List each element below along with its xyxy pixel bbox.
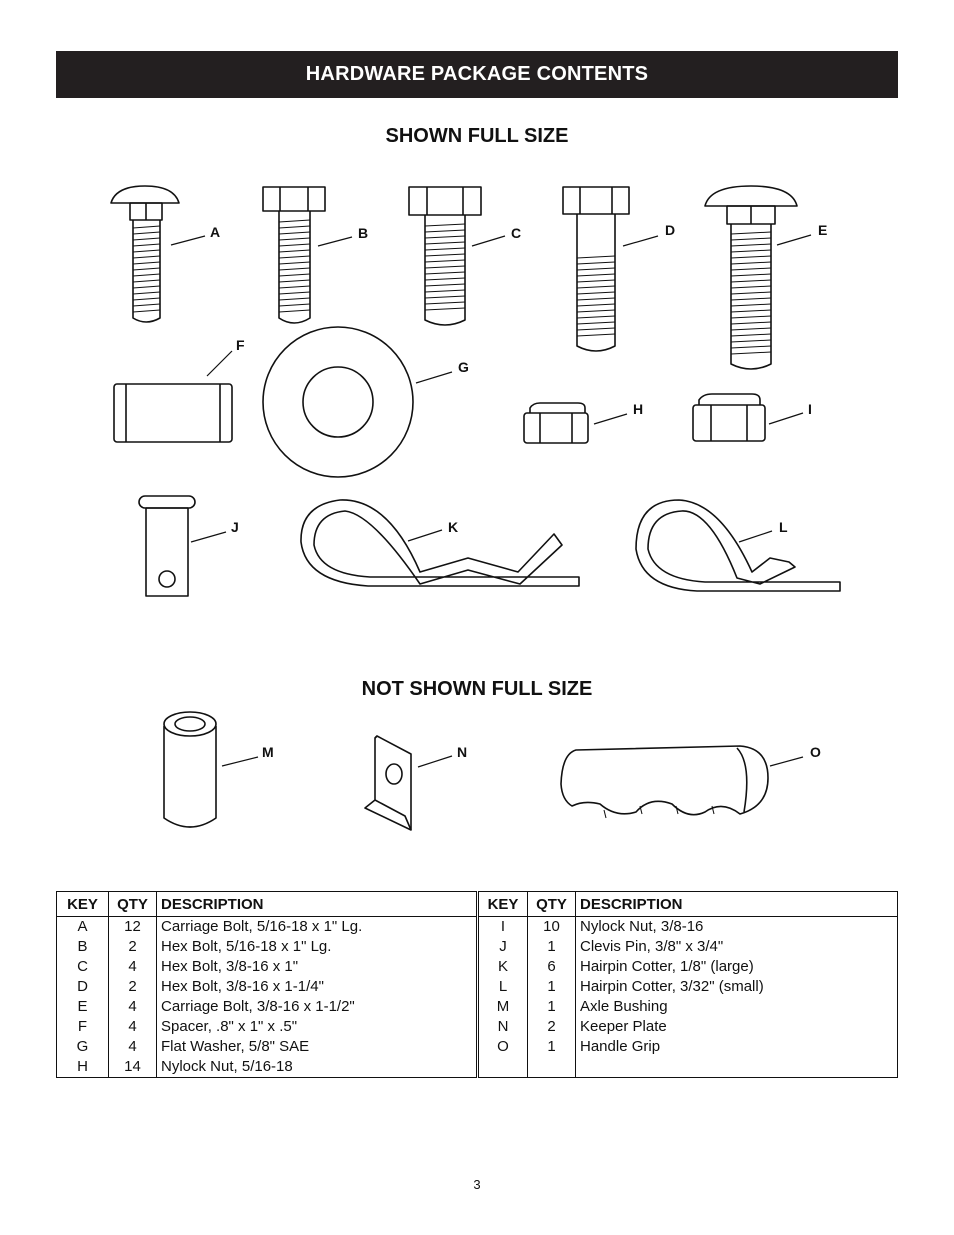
callout-a: A [210,224,221,240]
keeper-plate-illustration [365,736,452,830]
cell-key [478,1057,528,1078]
callout-k: K [448,519,459,535]
cell-key: K [478,957,528,977]
callout-b: B [358,225,369,241]
nylock-nut-small-illustration [524,403,627,443]
table-row [57,997,898,1017]
cell-description: Flat Washer, 5/8" SAE [157,1037,478,1057]
cell-description: Clevis Pin, 3/8" x 3/4" [580,938,724,955]
hex-bolt-medium-illustration [409,187,505,325]
callout-d: D [665,222,676,238]
callout-l: L [779,519,788,535]
nylock-nut-large-illustration [693,394,803,441]
cell-qty: 1 [528,977,576,997]
header-key-left: KEY [57,892,109,917]
handle-grip-illustration [561,746,803,818]
hex-bolt-small-illustration [263,187,352,323]
table-row [57,1057,898,1078]
callout-o: O [810,744,821,760]
clevis-pin-illustration [139,496,226,596]
cell-description: Hairpin Cotter, 1/8" (large) [580,958,754,975]
callout-h: H [633,401,644,417]
callout-m: M [262,744,274,760]
callout-e: E [818,222,828,238]
cell-description: Carriage Bolt, 3/8-16 x 1-1/2" [157,997,478,1017]
cell-key: D [57,977,109,997]
callout-j: J [231,519,239,535]
cell-qty: 2 [109,937,157,957]
page-number: 3 [473,1177,481,1192]
cell-description [576,1057,898,1078]
parts-table [56,891,898,1078]
cell-qty [528,1057,576,1078]
cell-key: O [478,1037,528,1057]
axle-bushing-illustration [164,712,258,827]
callout-n: N [457,744,468,760]
cell-key: M [478,997,528,1017]
table-row [57,1017,898,1037]
cell-qty: 4 [109,1017,157,1037]
cell-key: J [478,937,528,957]
cell-description: Spacer, .8" x 1" x .5" [157,1017,478,1037]
page-title: HARDWARE PACKAGE CONTENTS [305,63,649,85]
cell-qty: 2 [528,1017,576,1037]
cell-qty: 12 [109,917,157,938]
cell-description: Carriage Bolt, 5/16-18 x 1" Lg. [157,917,478,938]
table-header-row [57,892,898,917]
header-key-right: KEY [478,892,528,917]
cell-description: Handle Grip [580,1038,661,1055]
cell-key: A [57,917,109,938]
cell-key: E [57,997,109,1017]
cell-description: Hex Bolt, 5/16-18 x 1" Lg. [157,937,478,957]
header-description-right: DESCRIPTION [576,892,898,917]
cell-qty: 2 [109,977,157,997]
cell-description: Nylock Nut, 5/16-18 [157,1057,478,1078]
carriage-bolt-large-illustration [705,186,811,369]
cell-key: C [57,957,109,977]
flat-washer-illustration [263,327,452,477]
cell-key: L [478,977,528,997]
table-row [57,957,898,977]
cell-key: G [57,1037,109,1057]
callout-c: C [511,225,522,241]
cell-description: Nylock Nut, 3/8-16 [580,918,704,935]
section-heading-not-full-size: NOT SHOWN FULL SIZE [361,678,593,700]
cell-description: Axle Bushing [580,998,668,1015]
cell-key: H [57,1057,109,1078]
cell-description: Keeper Plate [580,1018,667,1035]
cell-key: F [57,1017,109,1037]
header-qty-right: QTY [528,892,576,917]
cell-key: N [478,1017,528,1037]
callout-g: G [458,359,469,375]
cell-qty: 14 [109,1057,157,1078]
hairpin-cotter-small-illustration [636,500,840,591]
table-row [57,977,898,997]
spacer-illustration [114,351,232,442]
cell-qty: 4 [109,1037,157,1057]
cell-qty: 4 [109,957,157,977]
cell-description: Hex Bolt, 3/8-16 x 1" [157,957,478,977]
cell-qty: 1 [528,997,576,1017]
hairpin-cotter-large-illustration [301,500,579,586]
cell-key: B [57,937,109,957]
table-row [57,917,898,938]
table-row [57,937,898,957]
cell-qty: 1 [528,1037,576,1057]
cell-qty: 4 [109,997,157,1017]
cell-description: Hairpin Cotter, 3/32" (small) [580,978,764,995]
callout-f: F [236,337,245,353]
header-qty-left: QTY [109,892,157,917]
cell-qty: 10 [528,917,576,938]
cell-key: I [478,917,528,938]
hex-bolt-long-illustration [563,187,658,351]
cell-description: Hex Bolt, 3/8-16 x 1-1/4" [157,977,478,997]
callout-i: I [808,401,812,417]
cell-qty: 1 [528,937,576,957]
cell-qty: 6 [528,957,576,977]
carriage-bolt-small-illustration [111,186,205,322]
section-heading-full-size: SHOWN FULL SIZE [385,125,569,147]
header-description-left: DESCRIPTION [157,892,478,917]
table-row [57,1037,898,1057]
